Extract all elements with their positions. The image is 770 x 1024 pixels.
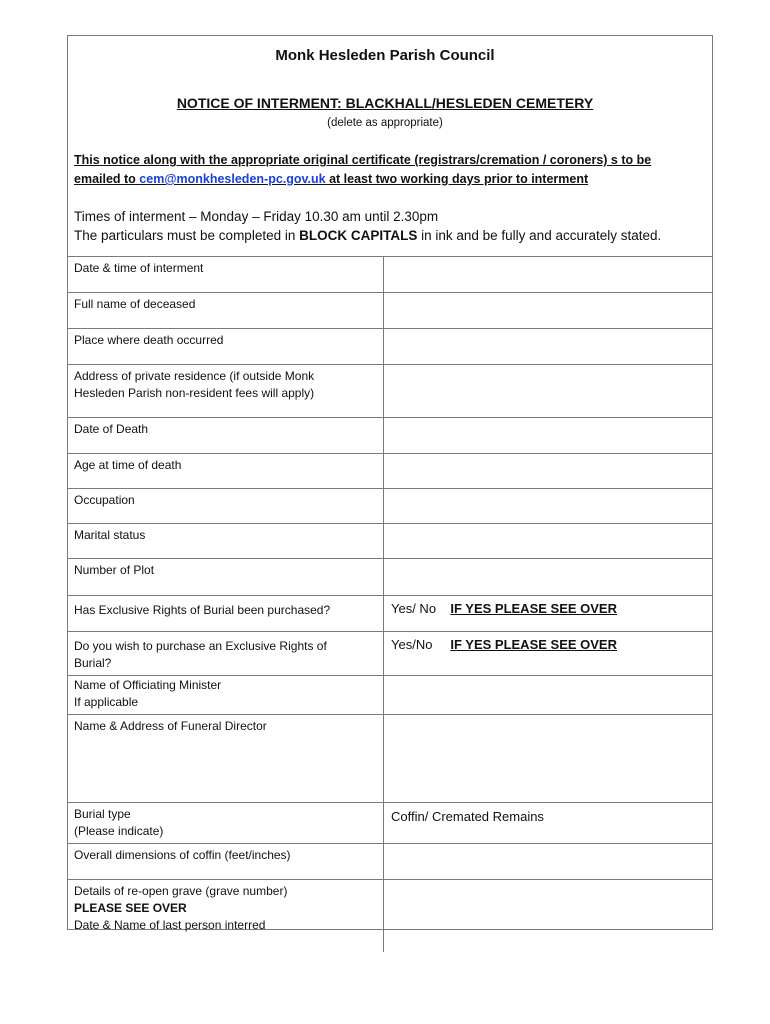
address-line-1: Address of private residence (if outside Monk [74,369,315,383]
input-reopen-grave[interactable] [384,880,714,952]
input-rights-purchased[interactable] [384,596,714,632]
table-row [67,454,713,489]
minister-line-1: Name of Officiating Minister [74,678,222,692]
label-burial-type [67,803,384,844]
table-row [67,844,713,880]
particulars-prefix: The particulars must be completed in [74,228,300,243]
instructions-line-1: This notice along with the appropriate original certificate (registrars/cremation / coroners) s to be [74,153,652,167]
label-coffin-dimensions: Overall dimensions of coffin (feet/inches) [67,844,384,880]
table-row [67,489,713,524]
label-plot-number: Number of Plot [67,559,384,596]
table-row [67,803,713,844]
label-place-of-death: Place where death occurred [67,329,384,365]
input-marital-status[interactable] [384,524,714,559]
reopen-see-over: PLEASE SEE OVER [74,901,187,915]
reopen-line-1: Details of re-open grave (grave number) [74,884,288,898]
instructions-line-2 [74,170,704,189]
reopen-line-3: Date & Name of last person interred [74,918,266,932]
input-funeral-director[interactable] [384,715,714,803]
rights-wish-options: Yes/No [391,637,433,652]
particulars-line [74,226,704,245]
rights-wish-line-2: Burial? [74,656,112,670]
table-row [67,676,713,715]
table-row [67,418,713,454]
burial-type-line-2: (Please indicate) [74,824,164,838]
table-row [67,293,713,329]
input-address[interactable] [384,365,714,418]
input-coffin-dimensions[interactable] [384,844,714,880]
label-full-name: Full name of deceased [67,293,384,329]
input-rights-wish[interactable] [384,632,714,676]
input-place-of-death[interactable] [384,329,714,365]
rights-purchased-options: Yes/ No [391,601,437,616]
input-age[interactable] [384,454,714,489]
burial-type-options: Coffin/ Cremated Remains [391,809,544,824]
table-row [67,632,713,676]
rights-wish-line-1: Do you wish to purchase an Exclusive Rights of [74,639,327,653]
see-over-note: IF YES PLEASE SEE OVER [450,637,617,652]
label-occupation: Occupation [67,489,384,524]
table-row [67,559,713,596]
label-reopen-grave [67,880,384,952]
input-date-time[interactable] [384,257,714,293]
label-funeral-director: Name & Address of Funeral Director [67,715,384,803]
burial-type-line-1: Burial type [74,807,131,821]
table-row [67,715,713,803]
times-line: Times of interment – Monday – Friday 10.30 am until 2.30pm [74,209,439,224]
minister-line-2: If applicable [74,695,139,709]
input-full-name[interactable] [384,293,714,329]
address-line-2: Hesleden Parish non-resident fees will apply) [74,386,315,400]
input-minister[interactable] [384,676,714,715]
email-link[interactable]: cem@monkhesleden-pc.gov.uk [139,172,326,186]
table-row [67,524,713,559]
interment-times [74,207,704,245]
label-minister [67,676,384,715]
table-row [67,329,713,365]
see-over-note: IF YES PLEASE SEE OVER [450,601,617,616]
instructions-suffix: at least two working days prior to interment [325,172,589,186]
input-burial-type[interactable] [384,803,714,844]
table-row [67,365,713,418]
table-row [67,880,713,952]
notice-title: NOTICE OF INTERMENT: BLACKHALL/HESLEDEN CEMETERY [176,95,594,111]
input-occupation[interactable] [384,489,714,524]
council-title: Monk Hesleden Parish Council [275,47,495,64]
label-age: Age at time of death [67,454,384,489]
particulars-suffix: in ink and be fully and accurately stated. [417,228,662,243]
label-date-of-death: Date of Death [67,418,384,454]
instructions-prefix: emailed to [74,172,140,186]
block-capitals: BLOCK CAPITALS [299,228,418,243]
input-date-of-death[interactable] [384,418,714,454]
label-rights-wish [67,632,384,676]
table-row [67,257,713,293]
table-row [67,596,713,632]
submission-instructions [74,151,704,189]
input-plot-number[interactable] [384,559,714,596]
interment-form-table [67,256,713,952]
label-rights-purchased: Has Exclusive Rights of Burial been purchased? [67,596,384,632]
label-marital-status: Marital status [67,524,384,559]
delete-note: (delete as appropriate) [327,117,443,129]
label-date-time: Date & time of interment [67,257,384,293]
label-address [67,365,384,418]
